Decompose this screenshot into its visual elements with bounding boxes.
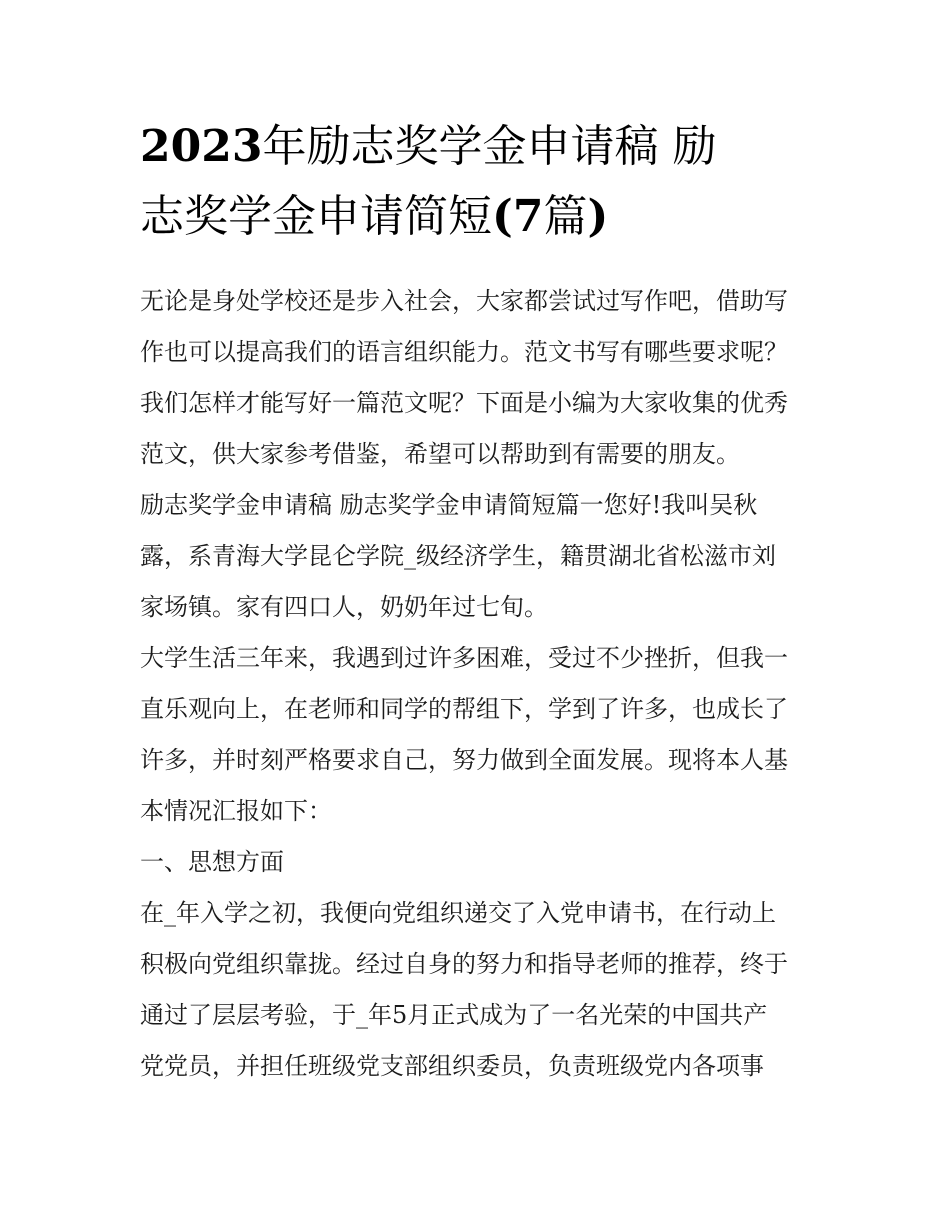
paragraph-article-one-intro — [140, 480, 820, 633]
paragraph-party-membership — [140, 888, 820, 1092]
paragraph-intro — [140, 276, 820, 480]
text-line: 励志奖学金申请稿 励志奖学金申请简短篇一您好!我叫吴秋 — [140, 491, 758, 519]
document-title — [140, 112, 820, 252]
text-line: 大学生活三年来，我遇到过许多困难，受过不少挫折，但我一 — [140, 644, 788, 672]
text-line: 积极向党组织靠拢。经过自身的努力和指导老师的推荐，终于 — [140, 950, 788, 978]
text-line: 党党员，并担任班级党支部组织委员，负责班级党内各项事 — [140, 1052, 764, 1080]
text-line: 在_年入学之初，我便向党组织递交了入党申请书，在行动上 — [140, 899, 776, 927]
text-line: 家场镇。家有四口人，奶奶年过七旬。 — [140, 593, 548, 621]
text-line: 露，系青海大学昆仑学院_级经济学生，籍贯湖北省松滋市刘 — [140, 542, 776, 570]
text-line: 通过了层层考验，于_年5月正式成为了一名光荣的中国共产 — [140, 1001, 768, 1029]
section-heading-ideology — [140, 837, 820, 888]
title-line-2: 志奖学金申请简短(7篇) — [140, 191, 609, 242]
text-line: 范文，供大家参考借鉴，希望可以帮助到有需要的朋友。 — [140, 440, 740, 468]
text-line: 作也可以提高我们的语言组织能力。范文书写有哪些要求呢？ — [140, 338, 788, 366]
text-line: 我们怎样才能写好一篇范文呢？下面是小编为大家收集的优秀 — [140, 389, 788, 417]
text-line: 一、思想方面 — [140, 848, 284, 876]
title-line-1: 2023年励志奖学金申请稿 励 — [140, 121, 717, 172]
text-line: 无论是身处学校还是步入社会，大家都尝试过写作吧，借助写 — [140, 287, 788, 315]
paragraph-university-life — [140, 633, 820, 837]
text-line: 许多，并时刻严格要求自己，努力做到全面发展。现将本人基 — [140, 746, 788, 774]
text-line: 本情况汇报如下： — [140, 797, 332, 825]
text-line: 直乐观向上，在老师和同学的帮组下，学到了许多，也成长了 — [140, 695, 788, 723]
document-body — [140, 276, 820, 1092]
